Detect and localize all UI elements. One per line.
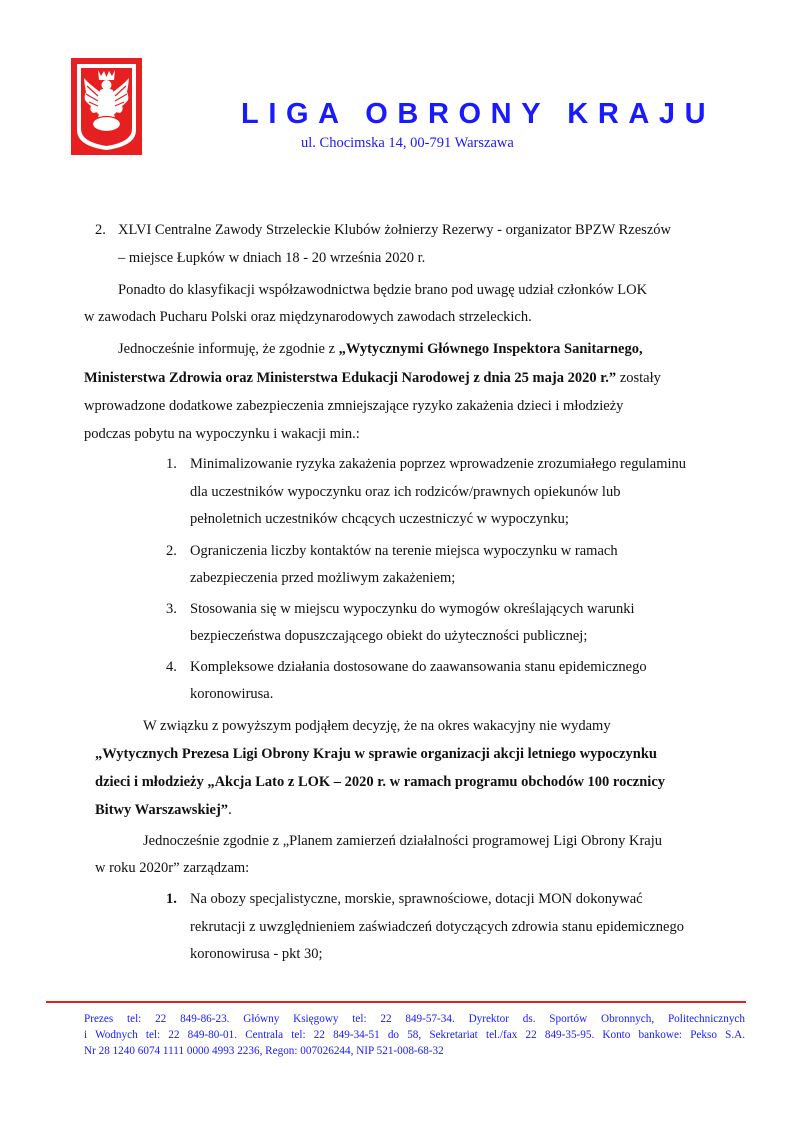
footer-line: i Wodnych tel: 22 849-80-01. Centrala tel: 22 849-34-51 do 58, Sekretariat tel./fax 22 849-35-95. Konto bankowe: Pekso S.A. — [84, 1029, 745, 1041]
body-line — [95, 801, 232, 819]
footer-line: Prezes tel: 22 849-86-23. Główny Księgowy tel: 22 849-57-34. Dyrektor ds. Sportów Obronnych, Politechnicznych — [84, 1013, 745, 1025]
body-line: podczas pobytu na wypoczynku i wakacji min.: — [84, 426, 360, 442]
body-line: Jednocześnie zgodnie z „Planem zamierzeń działalności programowej Ligi Obrony Kraju — [143, 833, 662, 849]
list-item-line: Kompleksowe działania dostosowane do zaawansowania stanu epidemicznego — [190, 659, 647, 675]
body-line — [95, 773, 665, 791]
body-line: W związku z powyższym podjąłem decyzję, że na okres wakacyjny nie wydamy — [143, 718, 611, 734]
list-item-line: zabezpieczenia przed możliwym zakażeniem; — [190, 570, 456, 586]
list-item-line: Stosowania się w miejscu wypoczynku do wymogów określających warunki — [190, 601, 635, 617]
body-line: Ponadto do klasyfikacji współzawodnictwa będzie brano pod uwagę udział członków LOK — [118, 282, 648, 298]
text-run: zostały — [616, 370, 661, 386]
list-item-line: dla uczestników wypoczynku oraz ich rodziców/prawnych opiekunów lub — [190, 484, 621, 500]
organization-name: LIGA OBRONY KRAJU — [241, 98, 716, 130]
footer-line: Nr 28 1240 6074 1111 0000 4993 2236, Regon: 007026244, NIP 521-008-68-32 — [84, 1045, 444, 1057]
bold-run: Bitwy Warszawskiej” — [95, 802, 229, 818]
body-line — [84, 369, 661, 387]
list-item-line: koronowirusa - pkt 30; — [190, 946, 323, 962]
list-number: 3. — [166, 601, 177, 617]
list-item-line: Minimalizowanie ryzyka zakażenia poprzez wprowadzenie zrozumiałego regulaminu — [190, 456, 686, 472]
list-item-line: Na obozy specjalistyczne, morskie, sprawnościowe, dotacji MON dokonywać — [190, 891, 643, 907]
body-line — [118, 340, 643, 358]
list-item-line: pełnoletnich uczestników chcących uczestniczyć w wypoczynku; — [190, 511, 569, 527]
bold-run: „Wytycznymi Głównego Inspektora Sanitarnego, — [338, 341, 643, 357]
list-item-line: Ograniczenia liczby kontaktów na terenie miejsca wypoczynku w ramach — [190, 543, 618, 559]
bold-run: Ministerstwa Zdrowia oraz Ministerstwa Edukacji Narodowej z dnia 25 maja 2020 r.” — [84, 370, 617, 386]
body-line: wprowadzone dodatkowe zabezpieczenia zmniejszające ryzyko zakażenia dzieci i młodzieży — [84, 398, 624, 414]
body-line — [95, 745, 657, 763]
list-item-line: rekrutacji z uwzględnieniem zaświadczeń dotyczących zdrowia stanu epidemicznego — [190, 919, 684, 935]
list-item-line: koronowirusa. — [190, 686, 274, 702]
item-number: 2. — [95, 222, 106, 238]
list-number: 2. — [166, 543, 177, 559]
body-line: – miejsce Łupków w dniach 18 - 20 września 2020 r. — [118, 250, 426, 266]
organization-address: ul. Chocimska 14, 00-791 Warszawa — [301, 135, 514, 151]
bold-run: „Wytycznych Prezesa Ligi Obrony Kraju w sprawie organizacji akcji letniego wypoczynku — [95, 746, 657, 762]
bold-run: dzieci i młodzieży „Akcja Lato z LOK – 2020 r. w ramach programu obchodów 100 rocznicy — [95, 774, 666, 790]
list-number: 1. — [166, 456, 177, 472]
list-number: 4. — [166, 659, 177, 675]
text-run: . — [228, 802, 232, 818]
text-run: Jednocześnie informuję, że zgodnie z — [118, 341, 339, 357]
list-number: 1. — [166, 891, 177, 907]
lok-eagle-logo — [71, 58, 142, 155]
footer-divider — [46, 1001, 746, 1003]
body-line: w roku 2020r” zarządzam: — [95, 860, 250, 876]
body-line: w zawodach Pucharu Polski oraz międzynarodowych zawodach strzeleckich. — [84, 309, 532, 325]
body-line: XLVI Centralne Zawody Strzeleckie Klubów żołnierzy Rezerwy - organizator BPZW Rzeszów — [118, 222, 671, 238]
list-item-line: bezpieczeństwa dopuszczającego obiekt do użyteczności publicznej; — [190, 628, 588, 644]
